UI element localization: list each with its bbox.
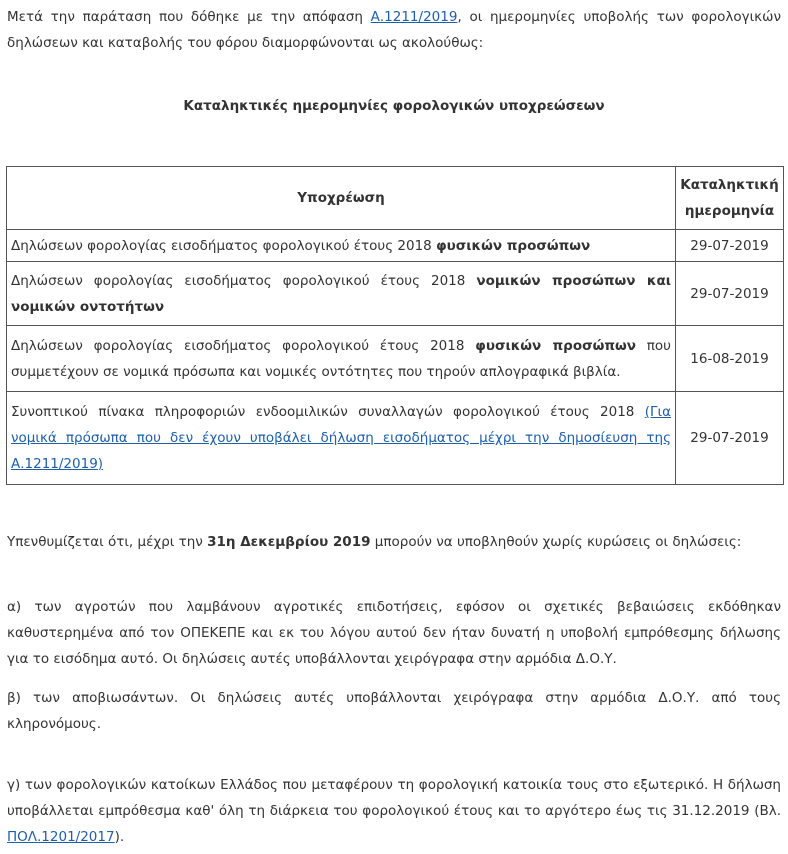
intro-text-before: Μετά την παράταση που δόθηκε με την απόφαση — [7, 9, 371, 25]
decision-link[interactable]: Α.1211/2019 — [370, 9, 458, 25]
reminder-text-before: Υπενθυμίζεται ότι, μέχρι την — [7, 534, 208, 550]
header-obligation: Υποχρέωση — [7, 167, 676, 230]
table-row — [7, 326, 784, 392]
table-header-row — [7, 167, 784, 230]
reminder-text-after: μπορούν να υποβληθούν χωρίς κυρώσεις οι δηλώσεις: — [370, 534, 742, 550]
obligation-text: Δηλώσεων φορολογίας εισοδήματος φορολογικού έτους 2018 — [11, 337, 476, 354]
table-heading: Καταληκτικές ημερομηνίες φορολογικών υποχρεώσεων — [183, 98, 605, 114]
obligation-cell — [7, 230, 676, 262]
deadline-cell: 29-07-2019 — [676, 392, 784, 485]
obligation-cell — [7, 262, 676, 326]
obligation-note-end: ) — [97, 456, 104, 472]
pol-link[interactable]: ΠΟΛ.1201/2017 — [7, 829, 115, 845]
item-c-text-after: ). — [114, 829, 125, 845]
table-row — [7, 230, 784, 262]
table-row — [7, 392, 784, 485]
obligation-text: Δηλώσεων φορολογίας εισοδήματος φορολογικού έτους 2018 — [11, 272, 477, 289]
obligation-cell — [7, 326, 676, 392]
obligation-bold: νομικών προσώπων και νομικών οντοτήτων — [11, 272, 671, 315]
reminder-paragraph — [7, 529, 781, 555]
reminder-date: 31η Δεκεμβρίου 2019 — [207, 534, 371, 550]
deadlines-table — [6, 166, 784, 485]
table-row — [7, 262, 784, 326]
obligation-bold: φυσικών προσώπων — [436, 237, 591, 254]
decision-link-table[interactable]: Α.1211/2019 — [11, 456, 98, 472]
item-c-text: γ) των φορολογικών κατοίκων Ελλάδος που μεταφέρουν τη φορολογική κατοικία τους στο εξωτερικό. Η δήλωση υποβάλλεται εμπρόθεσμα καθ' όλη τη διάρκεια του φορολογικού έτους και το αργότερο έως τις 31.12.2019 (Βλ. — [7, 777, 781, 819]
intro-paragraph — [7, 4, 781, 56]
item-c-paragraph — [7, 772, 781, 850]
obligation-text: Δηλώσεων φορολογίας εισοδήματος φορολογικού έτους 2018 — [11, 237, 437, 254]
obligation-bold: φυσικών προσώπων — [475, 337, 636, 354]
obligation-cell — [7, 392, 676, 485]
intro-text-after: , οι ημερομηνίες υποβολής των φορολογικών δηλώσεων και καταβολής του φόρου διαμορφώνονται ως ακολούθως: — [7, 9, 781, 51]
deadline-cell: 29-07-2019 — [676, 262, 784, 326]
obligation-text: Συνοπτικού πίνακα πληροφοριών ενδοομιλικών συναλλαγών φορολογικού έτους 2018 — [11, 404, 645, 420]
item-b-paragraph: β) των αποβιωσάντων. Οι δηλώσεις αυτές υποβάλλονται χειρόγραφα στην αρμόδια Δ.Ο.Υ. από τους κληρονόμους. — [7, 690, 781, 732]
obligation-text-after: που συμμετέχουν σε νομικά πρόσωπα και νομικές οντότητες που τηρούν απλογραφικά βιβλία. — [11, 337, 671, 380]
deadline-cell: 16-08-2019 — [676, 326, 784, 392]
obligation-note-text: (Για νομικά πρόσωπα που δεν έχουν υποβάλει δήλωση εισοδήματος μέχρι την δημοσίευση της — [11, 404, 671, 446]
header-deadline: Καταληκτική ημερομηνία — [676, 167, 784, 230]
deadline-cell: 29-07-2019 — [676, 230, 784, 262]
item-a-paragraph: α) των αγροτών που λαμβάνουν αγροτικές επιδοτήσεις, εφόσον οι σχετικές βεβαιώσεις εκδόθηκαν καθυστερημένα από τον ΟΠΕΚΕΠΕ και εκ του λόγου αυτού δεν ήταν δυνατή η υποβολή εμπρόθεσμης δήλωσης για το εισόδημα αυτό. Οι δηλώσεις αυτές υποβάλλονται χειρόγραφα στην αρμόδια Δ.Ο.Υ. — [7, 599, 781, 667]
